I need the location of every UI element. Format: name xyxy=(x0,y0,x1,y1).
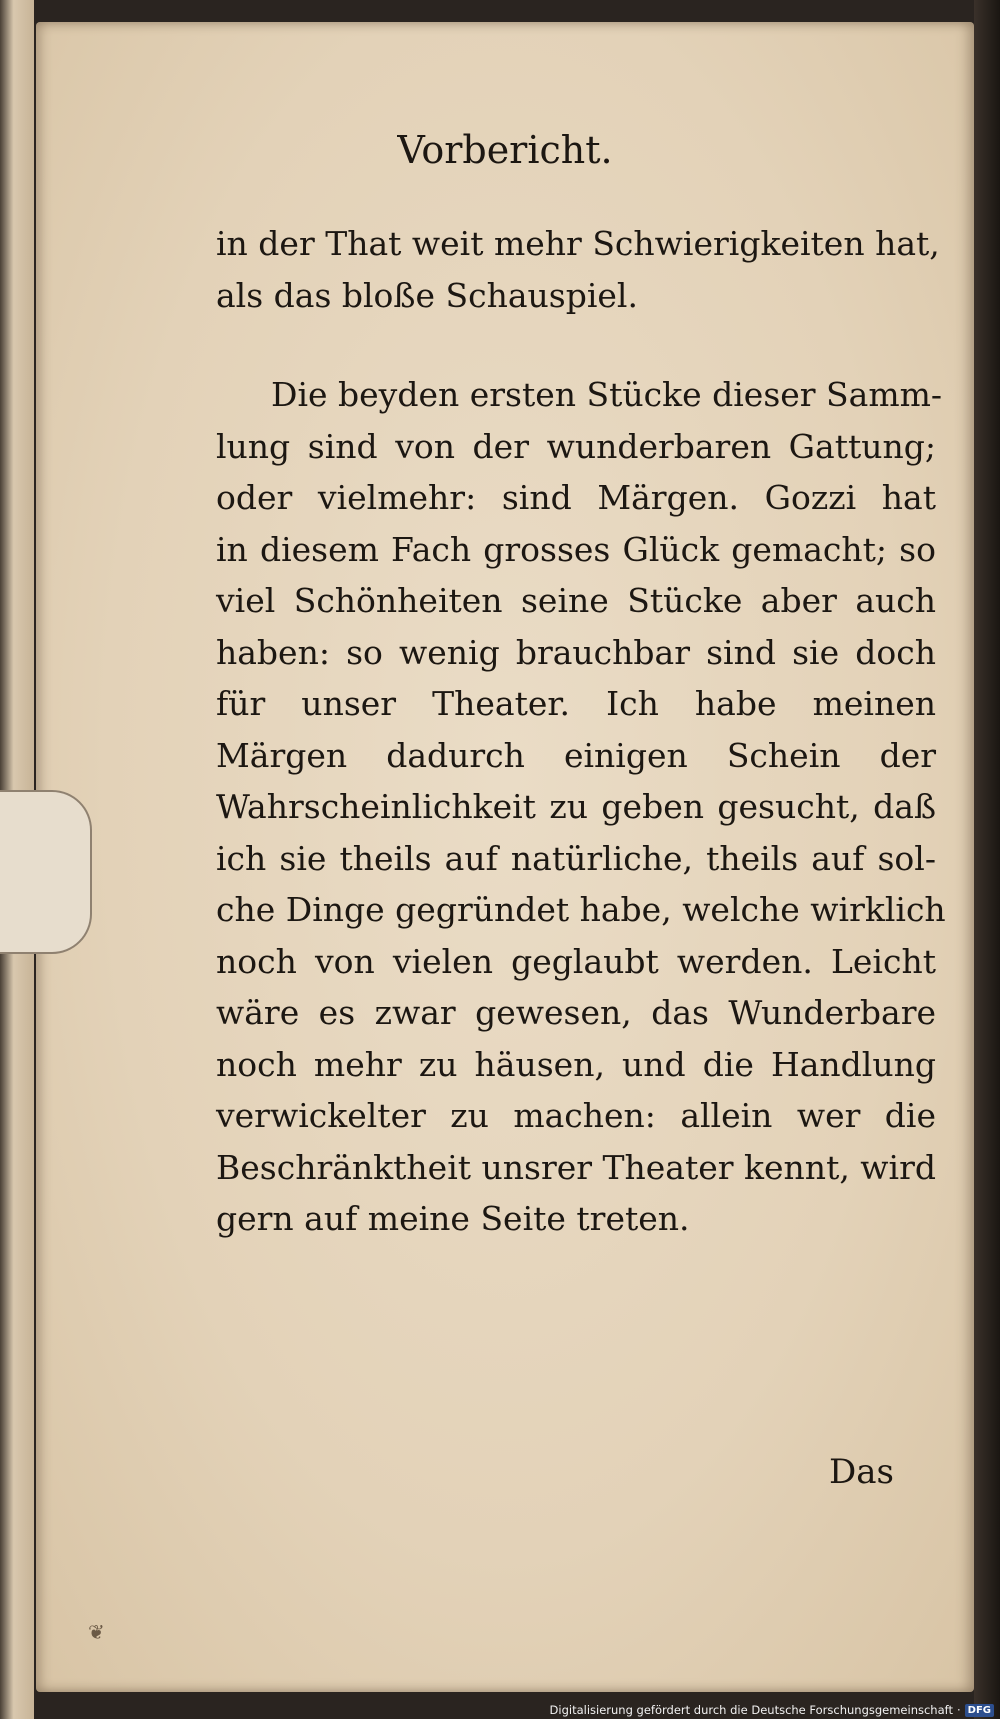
text-line: ich sie theils auf natürliche, theils auf sol- xyxy=(216,838,936,878)
text-line: in der That weit mehr Schwierigkeiten hat, xyxy=(216,224,940,263)
text-line: Die beyden ersten Stücke dieser Samm- xyxy=(271,375,943,414)
paragraph-gap xyxy=(216,321,936,369)
ornament-icon: ❦ xyxy=(88,1620,105,1644)
text-line: noch von vielen geglaubt werden. Leicht xyxy=(216,941,936,981)
body-text xyxy=(216,218,946,1245)
text-line: in diesem Fach grosses Glück gemacht; so xyxy=(216,529,936,569)
catchword: Das xyxy=(829,1452,894,1492)
running-head: Vorbericht. xyxy=(397,128,613,172)
text-line: Wahrscheinlichkeit zu geben gesucht, daß xyxy=(216,787,936,826)
text-line: Märgen dadurch einigen Schein der xyxy=(216,735,936,775)
dfg-logo-icon: DFG xyxy=(965,1704,994,1717)
text-line: che Dinge gegründet habe, welche wirklich xyxy=(216,890,946,929)
text-line: oder vielmehr: sind Märgen. Gozzi hat xyxy=(216,478,936,517)
book-right-edge xyxy=(974,0,1000,1719)
text-line: für unser Theater. Ich habe meinen xyxy=(216,684,936,723)
text-line: noch mehr zu häusen, und die Handlung xyxy=(216,1044,936,1084)
text-line: haben: so wenig brauchbar sind sie doch xyxy=(216,632,936,672)
page-clasp xyxy=(0,790,92,954)
book-page xyxy=(36,22,974,1692)
digitization-credit xyxy=(550,1703,994,1717)
credit-separator: · xyxy=(957,1703,961,1717)
text-line: als das bloße Schauspiel. xyxy=(216,275,638,315)
credit-text: Digitalisierung gefördert durch die Deutsche Forschungsgemeinschaft xyxy=(549,1703,953,1717)
text-line: gern auf meine Seite treten. xyxy=(216,1199,690,1238)
text-line: lung sind von der wunderbaren Gattung; xyxy=(216,426,936,466)
text-line: Beschränktheit unsrer Theater kennt, wird xyxy=(216,1147,937,1187)
text-line: viel Schönheiten seine Stücke aber auch xyxy=(216,581,936,620)
text-line: wäre es zwar gewesen, das Wunderbare xyxy=(216,993,936,1032)
text-line: verwickelter zu machen: allein wer die xyxy=(216,1096,936,1135)
